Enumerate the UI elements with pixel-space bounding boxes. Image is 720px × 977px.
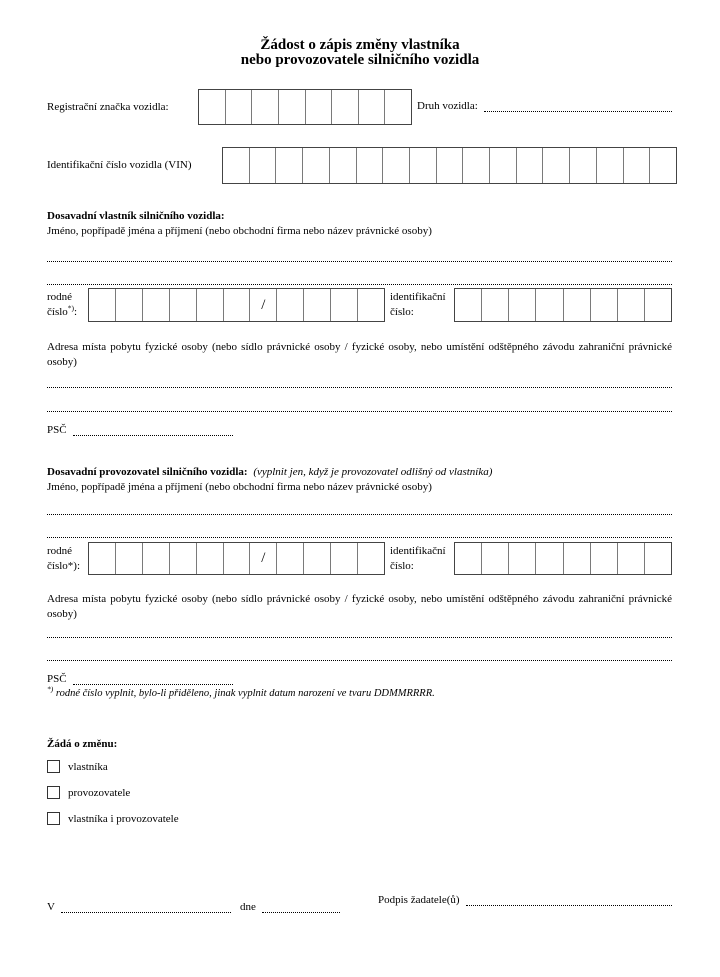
char-cell[interactable] [357,148,384,183]
change-option-owner[interactable] [47,759,108,774]
char-cell[interactable] [143,289,170,321]
checkbox-operator-label: provozovatele [68,786,131,799]
char-cell[interactable] [331,289,358,321]
operator-address-line-1[interactable] [47,637,672,638]
char-cell[interactable] [89,543,116,574]
checkbox-owner-label: vlastníka [68,760,108,773]
char-cell[interactable] [252,90,279,124]
char-cell[interactable] [170,543,197,574]
char-cell[interactable] [570,148,597,183]
operator-id-number-label-line2: číslo: [390,560,414,572]
char-cell[interactable] [383,148,410,183]
char-cell[interactable] [455,543,482,574]
vin-boxes[interactable] [222,147,677,184]
char-cell[interactable] [645,289,671,321]
owner-address-line-1[interactable] [47,387,672,388]
char-cell[interactable] [116,289,143,321]
owner-name-label: Jméno, popřípadě jména a příjmení (nebo obchodní firma nebo název právnické osoby) [47,225,432,237]
checkbox-operator[interactable] [47,786,60,799]
owner-footnote-mark: *) [67,303,75,313]
char-cell[interactable] [276,148,303,183]
owner-birth-number-label-colon: : [74,306,78,318]
char-cell[interactable] [224,289,251,321]
char-cell[interactable] [463,148,490,183]
char-cell[interactable] [536,543,563,574]
char-cell[interactable] [143,543,170,574]
operator-id-number-label [390,544,446,574]
owner-birth-number-label-line1: rodné [47,291,73,303]
char-cell[interactable] [358,289,384,321]
owner-name-line-1[interactable] [47,261,672,262]
char-cell[interactable] [197,289,224,321]
signature-label: Podpis žadatele(ů) [378,894,460,906]
slash-separator: / [250,543,277,574]
owner-id-number-label-line2: číslo: [390,306,414,318]
operator-heading-note: (vyplnit jen, když je provozovatel odlišný od vlastníka) [253,466,493,478]
operator-psc-row [47,672,233,686]
char-cell[interactable] [650,148,676,183]
operator-address-label: Adresa místa pobytu fyzické osoby (nebo sídlo právnické osoby / fyzické osoby, nebo umístění odštěpného závodu zahraniční právnické osoby) [47,593,672,620]
operator-id-number-label-line1: identifikační [390,545,446,557]
char-cell[interactable] [116,543,143,574]
form-title-line1: Žádost o zápis změny vlastníka [260,37,460,53]
operator-name-line-2[interactable] [47,537,672,538]
char-cell[interactable] [304,289,331,321]
operator-name-label: Jméno, popřípadě jména a příjmení (nebo obchodní firma nebo název právnické osoby) [47,481,432,493]
char-cell[interactable] [385,90,411,124]
operator-birth-number-boxes[interactable] [88,542,385,575]
char-cell[interactable] [564,289,591,321]
owner-psc-label: PSČ [47,424,67,436]
char-cell[interactable] [358,543,384,574]
vehicle-type-label: Druh vozidla: [417,100,478,112]
char-cell[interactable] [645,543,671,574]
char-cell[interactable] [89,289,116,321]
owner-name-line-2[interactable] [47,284,672,285]
char-cell[interactable] [304,543,331,574]
operator-psc-field[interactable] [73,684,233,685]
operator-id-number-boxes[interactable] [454,542,672,575]
owner-birth-number-label [47,290,77,320]
operator-birth-number-label-line1: rodné [47,545,73,557]
char-cell[interactable] [223,148,250,183]
checkbox-owner[interactable] [47,760,60,773]
signature-row [378,893,672,907]
char-cell[interactable] [250,148,277,183]
operator-name-line-1[interactable] [47,514,672,515]
char-cell[interactable] [624,148,651,183]
owner-id-number-boxes[interactable] [454,288,672,322]
char-cell[interactable] [564,543,591,574]
char-cell[interactable] [197,543,224,574]
change-option-operator[interactable] [47,785,130,800]
place-field[interactable] [61,912,231,913]
plate-label: Registrační značka vozidla: [47,101,169,113]
char-cell[interactable] [509,289,536,321]
operator-address-line-2[interactable] [47,660,672,661]
operator-heading-text: Dosavadní provozovatel silničního vozidla: [47,466,248,478]
operator-birth-number-label [47,544,80,574]
char-cell[interactable] [359,90,386,124]
owner-address-line-2[interactable] [47,411,672,412]
owner-id-number-label-line1: identifikační [390,291,446,303]
owner-birth-number-label-line2: číslo [47,306,68,318]
owner-address-label: Adresa místa pobytu fyzické osoby (nebo sídlo právnické osoby / fyzické osoby, nebo umístění odštěpného závodu zahraniční právnické osoby) [47,341,672,368]
char-cell[interactable] [517,148,544,183]
form-title-line2: nebo provozovatele silničního vozidla [240,52,480,68]
char-cell[interactable] [482,543,509,574]
char-cell[interactable] [277,289,304,321]
char-cell[interactable] [543,148,570,183]
vehicle-type-field[interactable] [484,111,672,112]
operator-birth-number-label-line2: číslo*): [47,560,80,572]
date-label: dne [239,901,256,913]
date-field[interactable] [262,912,340,913]
owner-id-number-label [390,290,446,320]
char-cell[interactable] [170,289,197,321]
char-cell[interactable] [597,148,624,183]
char-cell[interactable] [226,90,253,124]
checkbox-owner-and-operator-label: vlastníka i provozovatele [68,812,179,825]
char-cell[interactable] [536,289,563,321]
footnote-text: rodné číslo vyplnit, bylo-li přiděleno, jinak vyplnit datum narození ve tvaru DDMMRRRR. [55,688,435,699]
place-date-row [47,900,340,914]
slash-separator: / [250,289,277,321]
operator-psc-label: PSČ [47,673,67,685]
char-cell[interactable] [279,90,306,124]
char-cell[interactable] [591,289,618,321]
char-cell[interactable] [490,148,517,183]
char-cell[interactable] [437,148,464,183]
operator-heading [47,466,492,479]
change-option-owner-and-operator[interactable] [47,811,179,826]
footnote-mark: *) [47,684,54,694]
char-cell[interactable] [618,543,645,574]
owner-heading: Dosavadní vlastník silničního vozidla: [47,210,225,222]
owner-psc-field[interactable] [73,435,233,436]
char-cell[interactable] [199,90,226,124]
place-label: V [47,901,55,913]
char-cell[interactable] [482,289,509,321]
plate-boxes[interactable] [198,89,412,125]
change-heading: Žádá o změnu: [47,738,118,750]
char-cell[interactable] [306,90,333,124]
vehicle-type-row [417,99,672,113]
char-cell[interactable] [509,543,536,574]
char-cell[interactable] [410,148,437,183]
char-cell[interactable] [277,543,304,574]
checkbox-owner-and-operator[interactable] [47,812,60,825]
owner-psc-row [47,423,233,437]
char-cell[interactable] [303,148,330,183]
birth-number-footnote [47,684,435,700]
char-cell[interactable] [330,148,357,183]
char-cell[interactable] [591,543,618,574]
vin-label: Identifikační číslo vozidla (VIN) [47,159,192,171]
char-cell[interactable] [332,90,359,124]
char-cell[interactable] [618,289,645,321]
signature-field[interactable] [466,905,672,906]
form-title [0,38,720,68]
char-cell[interactable] [331,543,358,574]
owner-birth-number-boxes[interactable] [88,288,385,322]
char-cell[interactable] [455,289,482,321]
char-cell[interactable] [224,543,251,574]
